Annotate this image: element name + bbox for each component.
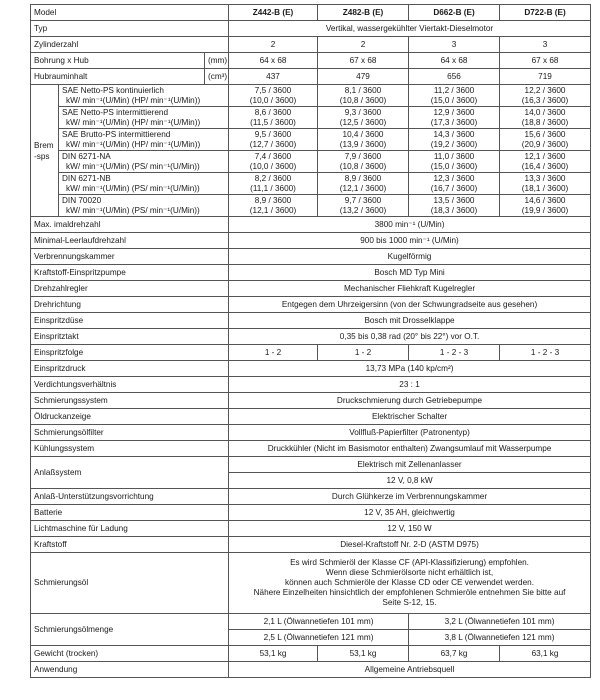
row-oelmenge-1 bbox=[31, 614, 591, 630]
value-bohrung-4: 67 x 68 bbox=[500, 53, 591, 69]
row-drehzahlregler bbox=[31, 281, 591, 297]
spec-table bbox=[30, 4, 591, 678]
label-typ: Typ bbox=[31, 21, 229, 37]
value-anwendung: Allgemeine Antriebsquell bbox=[229, 662, 591, 678]
brems-label-4: DIN 6271-NB kW/ min⁻¹(U/Min) (PS/ min⁻¹(U/Min)) bbox=[59, 173, 229, 195]
unit-bohrung: (mm) bbox=[205, 53, 229, 69]
value-bohrung-1: 64 x 68 bbox=[229, 53, 318, 69]
row-duese bbox=[31, 313, 591, 329]
value-batterie: 12 V, 35 AH, gleichwertig bbox=[229, 505, 591, 521]
row-takt bbox=[31, 329, 591, 345]
row-kraftstoff bbox=[31, 537, 591, 553]
row-hubraum bbox=[31, 69, 591, 85]
value-typ: Vertikal, wassergekühlter Viertakt-Dieselmotor bbox=[229, 21, 591, 37]
value-folge-4: 1 - 2 - 3 bbox=[500, 345, 591, 361]
value-oelmenge-right-2: 3,8 L (Ölwannetiefen 121 mm) bbox=[409, 630, 591, 646]
value-anlass-1: Elektrisch mit Zellenanlasser bbox=[229, 457, 591, 473]
row-anwendung bbox=[31, 662, 591, 678]
brems-5-3: 13,5 / 3600 (18,3 / 3600) bbox=[409, 195, 500, 217]
label-schmieroel: Schmierungsöl bbox=[31, 553, 229, 614]
label-kraftstoff: Kraftstoff bbox=[31, 537, 229, 553]
brems-label-0: SAE Netto-PS kontinuierlich kW/ min⁻¹(U/Min) (HP/ min⁻¹(U/Min)) bbox=[59, 85, 229, 107]
value-hubraum-4: 719 bbox=[500, 69, 591, 85]
value-hubraum-3: 656 bbox=[409, 69, 500, 85]
row-anlass-1 bbox=[31, 457, 591, 473]
row-gewicht bbox=[31, 646, 591, 662]
label-bohrung: Bohrung x Hub bbox=[31, 53, 205, 69]
row-max-leerlauf bbox=[31, 217, 591, 233]
row-batterie bbox=[31, 505, 591, 521]
label-oelfilter: Schmierungsölfilter bbox=[31, 425, 229, 441]
brems-4-1: 8,2 / 3600 (11,1 / 3600) bbox=[229, 173, 318, 195]
row-brems-3 bbox=[31, 151, 591, 173]
label-drehrichtung: Drehrichtung bbox=[31, 297, 229, 313]
value-gewicht-2: 53,1 kg bbox=[318, 646, 409, 662]
value-verdichtung: 23 : 1 bbox=[229, 377, 591, 393]
row-kuehlung bbox=[31, 441, 591, 457]
row-druck bbox=[31, 361, 591, 377]
label-anlass-hilfe: Anlaß-Unterstützungsvorrichtung bbox=[31, 489, 229, 505]
value-gewicht-3: 63,7 kg bbox=[409, 646, 500, 662]
value-druck: 13,73 MPa (140 kp/cm²) bbox=[229, 361, 591, 377]
value-min-leerlauf: 900 bis 1000 min⁻¹ (U/Min) bbox=[229, 233, 591, 249]
brems-3-3: 11,0 / 3600 (15,0 / 3600) bbox=[409, 151, 500, 173]
brems-5-4: 14,6 / 3600 (19,9 / 3600) bbox=[500, 195, 591, 217]
row-oelfilter bbox=[31, 425, 591, 441]
row-pumpe bbox=[31, 265, 591, 281]
row-oeldruck bbox=[31, 409, 591, 425]
brems-1-2: 9,3 / 3600 (12,5 / 3600) bbox=[318, 107, 409, 129]
brems-3-4: 12,1 / 3600 (16,4 / 3600) bbox=[500, 151, 591, 173]
schmieroel-line-4: Nähere Einzelheiten hinsichtlich der empfohlenen Schmieröle entnehmen Sie bitte auf bbox=[253, 588, 566, 597]
row-drehrichtung bbox=[31, 297, 591, 313]
brems-label-5: DIN 70020 kW/ min⁻¹(U/Min) (PS/ min⁻¹(U/Min)) bbox=[59, 195, 229, 217]
value-schmiersystem: Druckschmierung durch Getriebepumpe bbox=[229, 393, 591, 409]
row-brems-2 bbox=[31, 129, 591, 151]
label-min-leerlauf: Minimal-Leerlaufdrehzahl bbox=[31, 233, 229, 249]
value-drehrichtung: Entgegen dem Uhrzeigersinn (von der Schwungradseite aus gesehen) bbox=[229, 297, 591, 313]
label-hubraum: Hubrauminhalt bbox=[31, 69, 205, 85]
label-oelmenge: Schmierungsölmenge bbox=[31, 614, 229, 646]
brems-2-1: 9,5 / 3600 (12,7 / 3600) bbox=[229, 129, 318, 151]
row-brems-5 bbox=[31, 195, 591, 217]
brems-0-1: 7,5 / 3600 (10,0 / 3600) bbox=[229, 85, 318, 107]
value-oelmenge-right-1: 3,2 L (Ölwannetiefen 101 mm) bbox=[409, 614, 591, 630]
row-typ bbox=[31, 21, 591, 37]
value-kuehlung: Druckkühler (Nicht im Basismotor enthalten) Zwangsumlauf mit Wasserpumpe bbox=[229, 441, 591, 457]
brems-4-4: 13,3 / 3600 (18,1 / 3600) bbox=[500, 173, 591, 195]
row-folge bbox=[31, 345, 591, 361]
label-brems: Brem -sps bbox=[31, 85, 59, 217]
brems-5-2: 9,7 / 3600 (13,2 / 3600) bbox=[318, 195, 409, 217]
label-schmiersystem: Schmierungssystem bbox=[31, 393, 229, 409]
value-takt: 0,35 bis 0,38 rad (20° bis 22°) vor O.T. bbox=[229, 329, 591, 345]
row-anlass-hilfe bbox=[31, 489, 591, 505]
value-folge-2: 1 - 2 bbox=[318, 345, 409, 361]
brems-0-2: 8,1 / 3600 (10,8 / 3600) bbox=[318, 85, 409, 107]
schmieroel-line-1: Es wird Schmieröl der Klasse CF (API-Klassifizierung) empfohlen. bbox=[290, 558, 529, 567]
brems-2-2: 10,4 / 3600 (13,9 / 3600) bbox=[318, 129, 409, 151]
value-oelmenge-left-2: 2,5 L (Ölwannetiefen 121 mm) bbox=[229, 630, 409, 646]
value-zylinder-2: 2 bbox=[318, 37, 409, 53]
unit-hubraum: (cm³) bbox=[205, 69, 229, 85]
brems-4-3: 12,3 / 3600 (16,7 / 3600) bbox=[409, 173, 500, 195]
value-drehzahlregler: Mechanischer Fliehkraft Kugelregler bbox=[229, 281, 591, 297]
row-brems-0 bbox=[31, 85, 591, 107]
row-schmieroel bbox=[31, 553, 591, 614]
label-pumpe: Kraftstoff-Einspritzpumpe bbox=[31, 265, 229, 281]
label-druck: Einspritzdruck bbox=[31, 361, 229, 377]
value-oelmenge-left-1: 2,1 L (Ölwannetiefen 101 mm) bbox=[229, 614, 409, 630]
label-verbrennung: Verbrennungskammer bbox=[31, 249, 229, 265]
label-kuehlung: Kühlungssystem bbox=[31, 441, 229, 457]
brems-0-4: 12,2 / 3600 (16,3 / 3600) bbox=[500, 85, 591, 107]
row-brems-4 bbox=[31, 173, 591, 195]
row-verbrennung bbox=[31, 249, 591, 265]
model-4: D722-B (E) bbox=[500, 5, 591, 21]
brems-0-3: 11,2 / 3600 (15,0 / 3600) bbox=[409, 85, 500, 107]
value-folge-3: 1 - 2 - 3 bbox=[409, 345, 500, 361]
value-bohrung-2: 67 x 68 bbox=[318, 53, 409, 69]
model-1: Z442-B (E) bbox=[229, 5, 318, 21]
label-batterie: Batterie bbox=[31, 505, 229, 521]
value-verbrennung: Kugelförmig bbox=[229, 249, 591, 265]
label-anwendung: Anwendung bbox=[31, 662, 229, 678]
value-zylinder-4: 3 bbox=[500, 37, 591, 53]
label-duese: Einspritzdüse bbox=[31, 313, 229, 329]
value-pumpe: Bosch MD Typ Mini bbox=[229, 265, 591, 281]
header-row bbox=[31, 5, 591, 21]
label-takt: Einspritztakt bbox=[31, 329, 229, 345]
row-bohrung bbox=[31, 53, 591, 69]
brems-2-4: 15,6 / 3600 (20,9 / 3600) bbox=[500, 129, 591, 151]
label-zylinder: Zylinderzahl bbox=[31, 37, 229, 53]
spec-sheet bbox=[30, 4, 590, 678]
brems-5-1: 8,9 / 3600 (12,1 / 3600) bbox=[229, 195, 318, 217]
label-anlass: Anlaßsystem bbox=[31, 457, 229, 489]
brems-2-3: 14,3 / 3600 (19,2 / 3600) bbox=[409, 129, 500, 151]
value-duese: Bosch mit Drosselklappe bbox=[229, 313, 591, 329]
header-label: Model bbox=[31, 5, 229, 21]
brems-1-1: 8,6 / 3600 (11,5 / 3600) bbox=[229, 107, 318, 129]
row-lichtmaschine bbox=[31, 521, 591, 537]
row-zylinder bbox=[31, 37, 591, 53]
value-schmieroel bbox=[229, 553, 591, 614]
brems-1-3: 12,9 / 3600 (17,3 / 3600) bbox=[409, 107, 500, 129]
brems-4-2: 8,9 / 3600 (12,1 / 3600) bbox=[318, 173, 409, 195]
value-hubraum-2: 479 bbox=[318, 69, 409, 85]
model-3: D662-B (E) bbox=[409, 5, 500, 21]
row-min-leerlauf bbox=[31, 233, 591, 249]
value-oelfilter: Vollfluß-Papierfilter (Patronentyp) bbox=[229, 425, 591, 441]
brems-1-4: 14,0 / 3600 (18,8 / 3600) bbox=[500, 107, 591, 129]
label-folge: Einspritzfolge bbox=[31, 345, 229, 361]
row-brems-1 bbox=[31, 107, 591, 129]
value-oeldruck: Elektrischer Schalter bbox=[229, 409, 591, 425]
schmieroel-line-2: Wenn diese Schmierölsorte nicht erhältlich ist, bbox=[325, 568, 494, 577]
row-verdichtung bbox=[31, 377, 591, 393]
label-lichtmaschine: Lichtmaschine für Ladung bbox=[31, 521, 229, 537]
row-schmiersystem bbox=[31, 393, 591, 409]
value-hubraum-1: 437 bbox=[229, 69, 318, 85]
value-gewicht-1: 53,1 kg bbox=[229, 646, 318, 662]
schmieroel-line-3: können auch Schmieröle der Klasse CD oder CE verwendet werden. bbox=[285, 578, 534, 587]
model-2: Z482-B (E) bbox=[318, 5, 409, 21]
value-kraftstoff: Diesel-Kraftstoff Nr. 2-D (ASTM D975) bbox=[229, 537, 591, 553]
brems-label-1: SAE Netto-PS intermittierend kW/ min⁻¹(U/Min) (HP/ min⁻¹(U/Min)) bbox=[59, 107, 229, 129]
brems-3-1: 7,4 / 3600 (10,0 / 3600) bbox=[229, 151, 318, 173]
label-drehzahlregler: Drehzahlregler bbox=[31, 281, 229, 297]
schmieroel-line-5: Seite S-12, 15. bbox=[382, 598, 437, 607]
value-anlass-2: 12 V, 0,8 kW bbox=[229, 473, 591, 489]
label-max-leerlauf: Max. imaldrehzahl bbox=[31, 217, 229, 233]
brems-label-3: DIN 6271-NA kW/ min⁻¹(U/Min) (PS/ min⁻¹(U/Min)) bbox=[59, 151, 229, 173]
value-anlass-hilfe: Durch Glühkerze im Verbrennungskammer bbox=[229, 489, 591, 505]
value-max-leerlauf: 3800 min⁻¹ (U/Min) bbox=[229, 217, 591, 233]
value-folge-1: 1 - 2 bbox=[229, 345, 318, 361]
brems-3-2: 7,9 / 3600 (10,8 / 3600) bbox=[318, 151, 409, 173]
value-lichtmaschine: 12 V, 150 W bbox=[229, 521, 591, 537]
label-oeldruck: Öldruckanzeige bbox=[31, 409, 229, 425]
value-bohrung-3: 64 x 68 bbox=[409, 53, 500, 69]
label-verdichtung: Verdichtungsverhältnis bbox=[31, 377, 229, 393]
value-gewicht-4: 63,1 kg bbox=[500, 646, 591, 662]
label-gewicht: Gewicht (trocken) bbox=[31, 646, 229, 662]
brems-label-2: SAE Brutto-PS intermittierend kW/ min⁻¹(U/Min) (HP/ min⁻¹(U/Min)) bbox=[59, 129, 229, 151]
value-zylinder-1: 2 bbox=[229, 37, 318, 53]
value-zylinder-3: 3 bbox=[409, 37, 500, 53]
